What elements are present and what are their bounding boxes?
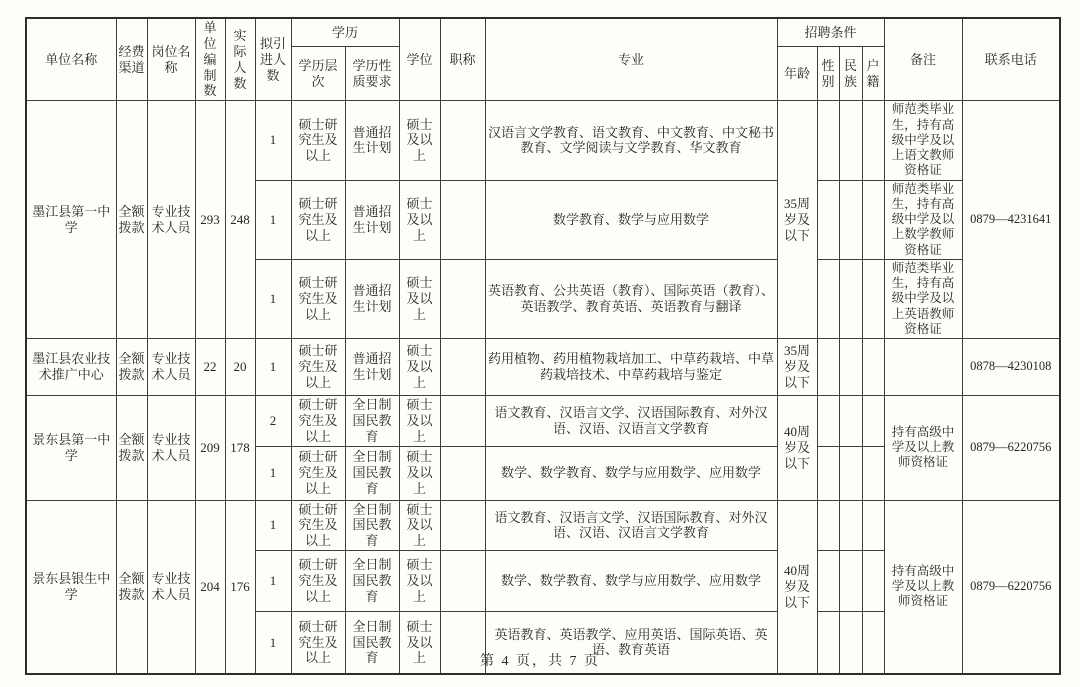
cell-gender: [817, 259, 839, 338]
cell-ethnicity: [839, 180, 862, 259]
cell-edu-level: 硕士研究生及以上: [291, 180, 345, 259]
cell-household: [862, 500, 884, 551]
cell-ethnicity: [839, 339, 862, 396]
cell-job-title: [440, 551, 485, 612]
col-header-funding-channel: 经费渠道: [116, 18, 147, 101]
cell-gender: [817, 396, 839, 447]
col-header-edu-level: 学历层次: [291, 47, 345, 101]
cell-actual: 176: [225, 500, 255, 674]
cell-job-title: [440, 180, 485, 259]
cell-major: 数学教育、数学与应用数学: [485, 180, 777, 259]
col-header-conditions-group: 招聘条件: [777, 18, 884, 47]
cell-funding: 全额拨款: [116, 500, 147, 674]
cell-major: 语文教育、汉语言文学、汉语国际教育、对外汉语、汉语、汉语言文学教育: [485, 396, 777, 447]
cell-edu-nature: 全日制国民教育: [345, 612, 399, 674]
cell-degree: 硕士及以上: [399, 500, 440, 551]
cell-ethnicity: [839, 500, 862, 551]
cell-edu-nature: 普通招生计划: [345, 339, 399, 396]
cell-funding: 全额拨款: [116, 339, 147, 396]
cell-position: 专业技术人员: [147, 339, 195, 396]
cell-household: [862, 180, 884, 259]
cell-household: [862, 446, 884, 500]
cell-gender: [817, 551, 839, 612]
table-row: [26, 500, 1060, 551]
cell-establishment: 293: [195, 101, 225, 339]
cell-job-title: [440, 500, 485, 551]
cell-edu-nature: 全日制国民教育: [345, 551, 399, 612]
cell-actual: 178: [225, 396, 255, 501]
cell-edu-level: 硕士研究生及以上: [291, 500, 345, 551]
cell-job-title: [440, 259, 485, 338]
cell-remarks: 持有高级中学及以上教师资格证: [884, 396, 962, 501]
cell-edu-nature: 普通招生计划: [345, 101, 399, 180]
col-header-actual-count: 实际人数: [225, 18, 255, 101]
col-header-household: 户籍: [862, 47, 884, 101]
cell-degree: 硕士及以上: [399, 396, 440, 447]
cell-planned: 1: [255, 180, 291, 259]
cell-age: 35周岁及以下: [777, 101, 817, 339]
table-row: [26, 101, 1060, 180]
cell-major: 数学、数学教育、数学与应用数学、应用数学: [485, 551, 777, 612]
col-header-degree: 学位: [399, 18, 440, 101]
cell-unit: 景东县银生中学: [26, 500, 116, 674]
cell-edu-level: 硕士研究生及以上: [291, 339, 345, 396]
cell-degree: 硕士及以上: [399, 259, 440, 338]
cell-edu-nature: 普通招生计划: [345, 180, 399, 259]
cell-gender: [817, 500, 839, 551]
cell-gender: [817, 446, 839, 500]
cell-phone: 0879—6220756: [962, 500, 1060, 674]
cell-gender: [817, 339, 839, 396]
cell-household: [862, 101, 884, 180]
cell-position: 专业技术人员: [147, 101, 195, 339]
cell-degree: 硕士及以上: [399, 101, 440, 180]
cell-degree: 硕士及以上: [399, 339, 440, 396]
cell-age: 40周岁及以下: [777, 396, 817, 501]
cell-establishment: 209: [195, 396, 225, 501]
cell-edu-level: 硕士研究生及以上: [291, 259, 345, 338]
table-row: [26, 396, 1060, 447]
cell-degree: 硕士及以上: [399, 180, 440, 259]
cell-job-title: [440, 396, 485, 447]
cell-household: [862, 339, 884, 396]
cell-household: [862, 259, 884, 338]
cell-remarks: [884, 339, 962, 396]
cell-degree: 硕士及以上: [399, 446, 440, 500]
col-header-job-title: 职称: [440, 18, 485, 101]
cell-major: 语文教育、汉语言文学、汉语国际教育、对外汉语、汉语、汉语言文学教育: [485, 500, 777, 551]
cell-planned: 1: [255, 101, 291, 180]
cell-gender: [817, 101, 839, 180]
cell-household: [862, 396, 884, 447]
cell-job-title: [440, 446, 485, 500]
cell-major: 英语教育、英语教学、应用英语、国际英语、英语、教育英语: [485, 612, 777, 674]
cell-position: 专业技术人员: [147, 396, 195, 501]
cell-ethnicity: [839, 446, 862, 500]
cell-age: 35周岁及以下: [777, 339, 817, 396]
cell-major: 汉语言文学教育、语文教育、中文教育、中文秘书教育、文学阅读与文学教育、华文教育: [485, 101, 777, 180]
cell-position: 专业技术人员: [147, 500, 195, 674]
cell-phone: 0879—6220756: [962, 396, 1060, 501]
cell-edu-level: 硕士研究生及以上: [291, 551, 345, 612]
cell-edu-level: 硕士研究生及以上: [291, 396, 345, 447]
cell-remarks: 持有高级中学及以上教师资格证: [884, 500, 962, 674]
cell-edu-level: 硕士研究生及以上: [291, 446, 345, 500]
col-header-planned-count: 拟引进人数: [255, 18, 291, 101]
cell-phone: 0879—4231641: [962, 101, 1060, 339]
cell-degree: 硕士及以上: [399, 612, 440, 674]
cell-edu-level: 硕士研究生及以上: [291, 101, 345, 180]
cell-degree: 硕士及以上: [399, 551, 440, 612]
col-header-remarks: 备注: [884, 18, 962, 101]
col-header-gender: 性别: [817, 47, 839, 101]
cell-unit: 墨江县农业技术推广中心: [26, 339, 116, 396]
cell-job-title: [440, 101, 485, 180]
cell-planned: 1: [255, 500, 291, 551]
cell-major: 英语教育、公共英语（教育）、国际英语（教育）、英语教学、教育英语、英语教育与翻译: [485, 259, 777, 338]
cell-funding: 全额拨款: [116, 396, 147, 501]
cell-unit: 墨江县第一中学: [26, 101, 116, 339]
cell-unit: 景东县第一中学: [26, 396, 116, 501]
table-row: [26, 339, 1060, 396]
cell-edu-nature: 全日制国民教育: [345, 446, 399, 500]
cell-phone: 0878—4230108: [962, 339, 1060, 396]
cell-establishment: 204: [195, 500, 225, 674]
col-header-position-name: 岗位名称: [147, 18, 195, 101]
cell-actual: 248: [225, 101, 255, 339]
cell-planned: 1: [255, 259, 291, 338]
cell-ethnicity: [839, 259, 862, 338]
cell-edu-nature: 全日制国民教育: [345, 396, 399, 447]
header-row-groups: [26, 18, 1060, 47]
col-header-unit-name: 单位名称: [26, 18, 116, 101]
recruitment-table: [25, 17, 1061, 675]
cell-establishment: 22: [195, 339, 225, 396]
cell-planned: 1: [255, 446, 291, 500]
cell-edu-nature: 全日制国民教育: [345, 500, 399, 551]
cell-gender: [817, 180, 839, 259]
cell-job-title: [440, 339, 485, 396]
cell-planned: 1: [255, 551, 291, 612]
cell-remarks: 师范类毕业生，持有高级中学及以上英语教师资格证: [884, 259, 962, 338]
col-header-major: 专业: [485, 18, 777, 101]
col-header-age: 年龄: [777, 47, 817, 101]
cell-planned: 1: [255, 612, 291, 674]
cell-major: 药用植物、药用植物栽培加工、中草药栽培、中草药栽培技术、中草药栽培与鉴定: [485, 339, 777, 396]
cell-ethnicity: [839, 551, 862, 612]
cell-remarks: 师范类毕业生，持有高级中学及以上数学教师资格证: [884, 180, 962, 259]
cell-planned: 2: [255, 396, 291, 447]
cell-actual: 20: [225, 339, 255, 396]
cell-ethnicity: [839, 396, 862, 447]
cell-ethnicity: [839, 101, 862, 180]
cell-planned: 1: [255, 339, 291, 396]
cell-major: 数学、数学教育、数学与应用数学、应用数学: [485, 446, 777, 500]
col-header-education-group: 学历: [291, 18, 399, 47]
col-header-establishment-count: 单位编制数: [195, 18, 225, 101]
cell-funding: 全额拨款: [116, 101, 147, 339]
col-header-edu-nature: 学历性质要求: [345, 47, 399, 101]
col-header-ethnicity: 民族: [839, 47, 862, 101]
cell-household: [862, 551, 884, 612]
cell-age: 40周岁及以下: [777, 500, 817, 674]
col-header-phone: 联系电话: [962, 18, 1060, 101]
cell-edu-level: 硕士研究生及以上: [291, 612, 345, 674]
cell-remarks: 师范类毕业生，持有高级中学及以上语文教师资格证: [884, 101, 962, 180]
page-indicator: 第 4 页，共 7 页: [480, 654, 600, 669]
cell-edu-nature: 普通招生计划: [345, 259, 399, 338]
